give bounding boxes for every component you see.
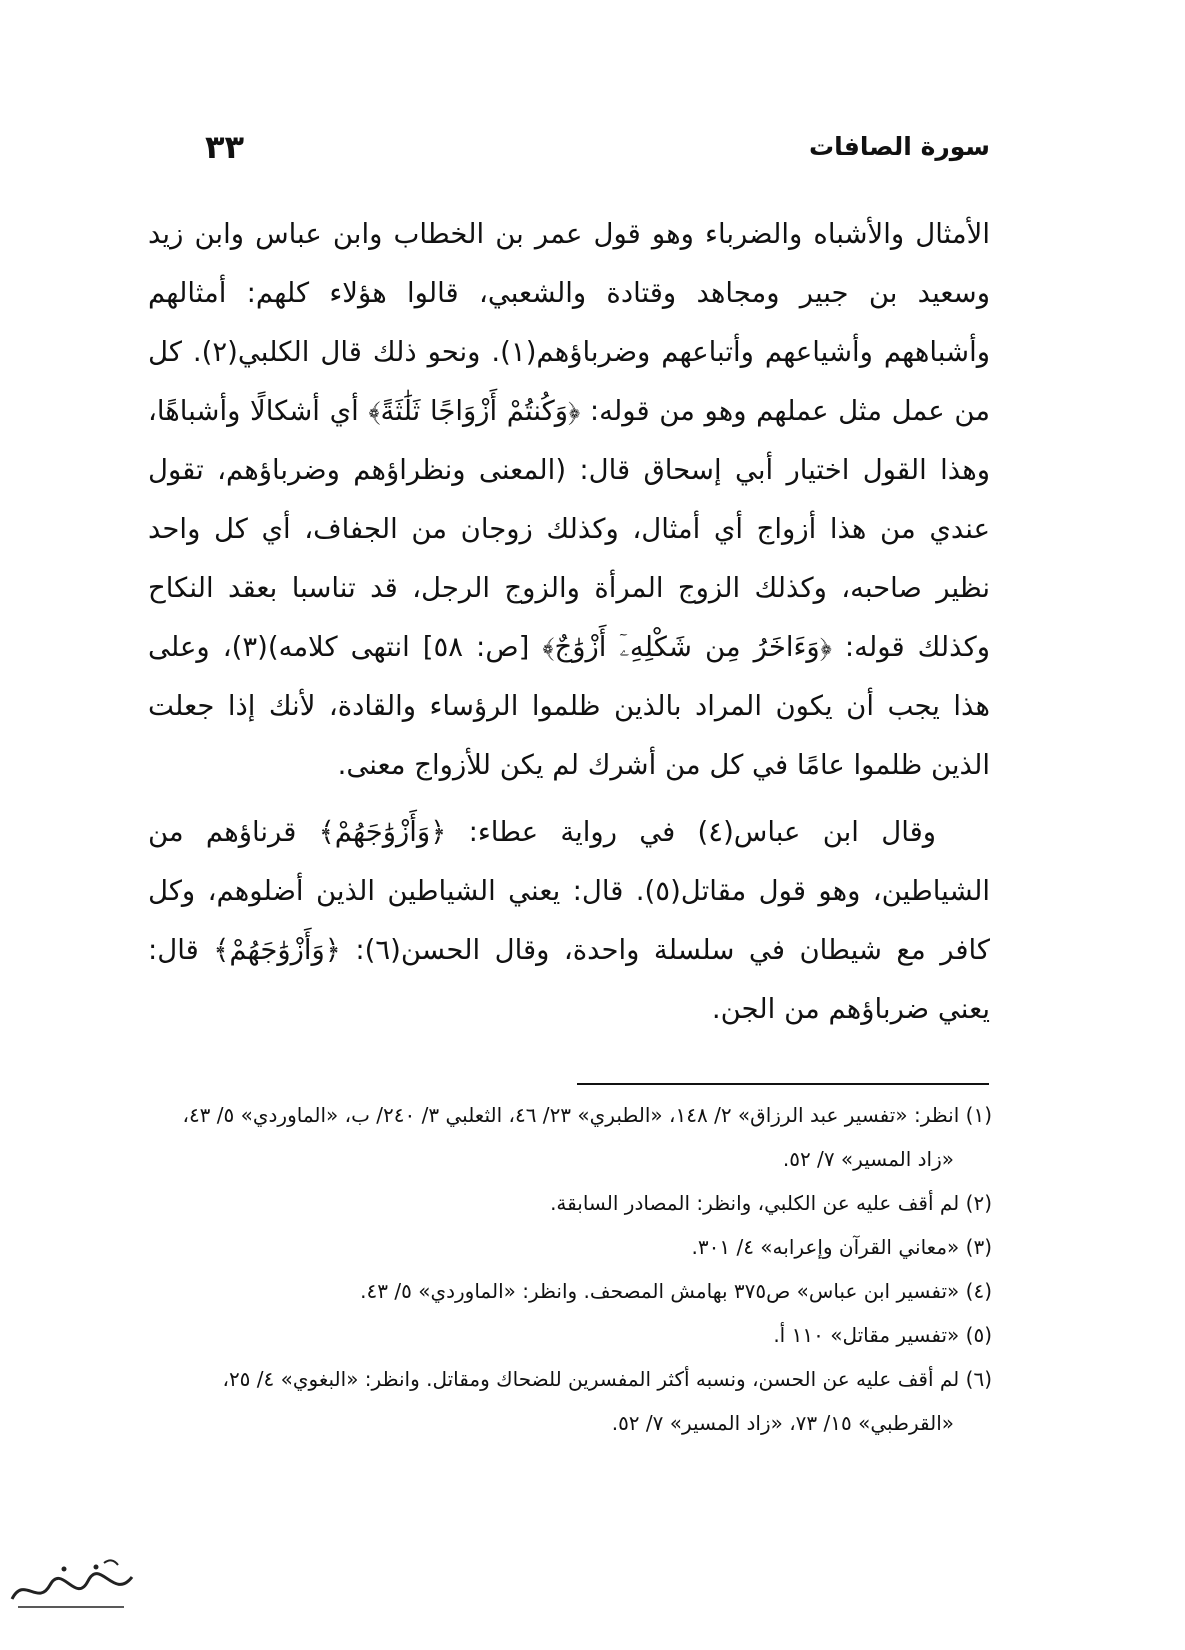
footnote: (٣) «معاني القرآن وإعرابه» ٤/ ٣٠١. — [691, 1235, 992, 1259]
footnote-separator — [577, 1083, 989, 1085]
paragraph: الأمثال والأشباه والضرباء وهو قول عمر بن الخطاب وابن عباس وابن زيد وسعيد بن جبير ومجاهد وقتادة والشعبي، قالوا هؤلاء كلهم: أمثالهم وأشباههم وأشياعهم وأتباعهم وضرباؤهم(١). ونحو ذلك قال الكلبي(٢). كل من عمل مثل عملهم وهو من قوله: ﴿وَكُنتُمْ أَزْوَاجًا ثَلَٰثَةً﴾ أي أشكالًا وأشباهًا، وهذا القول اختيار أبي إسحاق قال: (المعنى ونظراؤهم وضرباؤهم، تقول عندي من هذا أزواج أي أمثال، وكذلك زوجان من الجفاف، أي كل واحد نظير صاحبه، وكذلك الزوج المرأة والزوج الرجل، قد تناسبا بعقد النكاح وكذلك قوله: ﴿وَءَاخَرُ مِن شَكْلِهِۦٓ أَزْوَٰجٌ﴾ [ص: ٥٨] انتهى كلامه)(٣)، وعلى هذا يجب أن يكون المراد بالذين ظلموا الرؤساء والقادة، لأنك إذا جعلت الذين ظلموا عامًا في كل من أشرك لم يكن للأزواج معنى. — [148, 218, 990, 781]
page-number: ٣٣ — [205, 128, 245, 166]
running-title: سورة الصافات — [809, 132, 990, 161]
paragraph: وقال ابن عباس(٤) في رواية عطاء: ﴿وَأَزْوَٰجَهُمْ﴾ قرناؤهم من الشياطين، وهو قول مقاتل(٥). قال: يعني الشياطين الذين أضلوهم، وكل كافر مع شيطان في سلسلة واحدة، وقال الحسن(٦): ﴿وَأَزْوَٰجَهُمْ﴾ قال: يعني ضرباؤهم من الجن. — [148, 816, 990, 1025]
footnote: (٦) لم أقف عليه عن الحسن، ونسبه أكثر المفسرين للضحاك ومقاتل. وانظر: «البغوي» ٤/ ٢٥، «القرطبي» ١٥/ ٧٣، «زاد المسير» ٧/ ٥٢. — [222, 1367, 992, 1435]
footnote: (٢) لم أقف عليه عن الكلبي، وانظر: المصادر السابقة. — [550, 1191, 992, 1215]
footnote: (١) انظر: «تفسير عبد الرزاق» ٢/ ١٤٨، «الطبري» ٢٣/ ٤٦، الثعلبي ٣/ ٢٤٠/ ب، «الماوردي» ٥/ ٤٣، «زاد المسير» ٧/ ٥٢. — [182, 1103, 992, 1171]
main-text — [148, 205, 990, 1039]
footnote: (٤) «تفسير ابن عباس» ص٣٧٥ بهامش المصحف. وانظر: «الماوردي» ٥/ ٤٣. — [360, 1279, 992, 1303]
footnote: (٥) «تفسير مقاتل» ١١٠ أ. — [773, 1323, 992, 1347]
footnotes — [140, 1093, 992, 1445]
publisher-logo — [4, 1555, 144, 1615]
page-header — [205, 128, 990, 172]
